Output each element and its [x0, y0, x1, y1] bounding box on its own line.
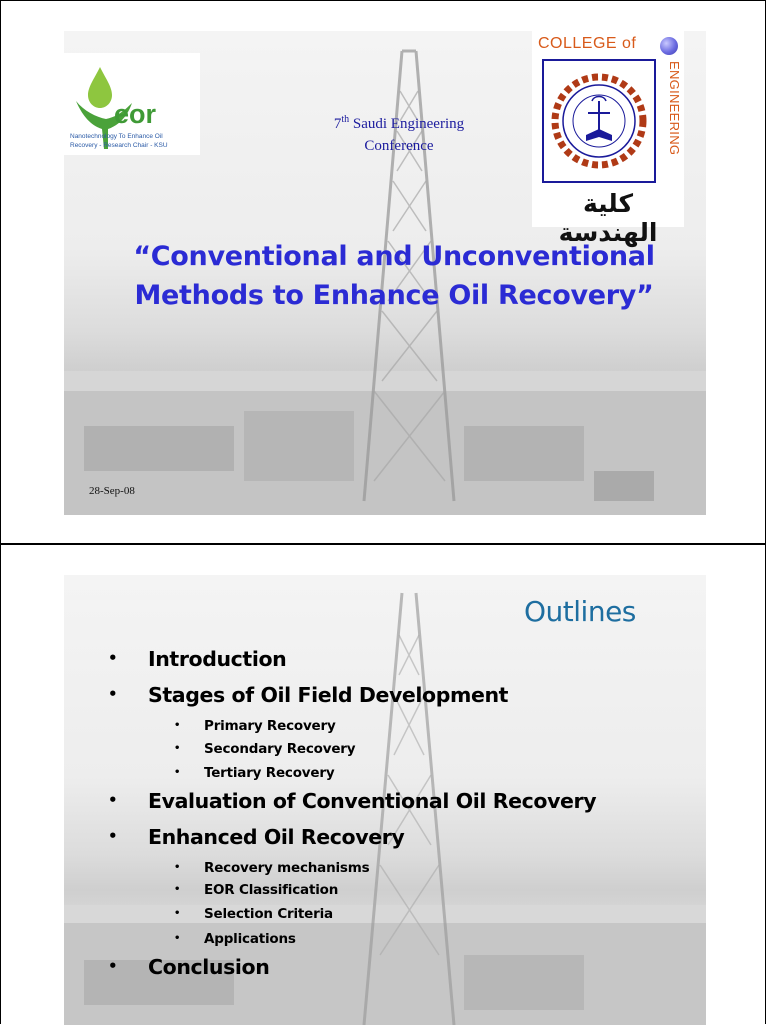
outline-subitem: [174, 860, 369, 876]
outlines-slide: [64, 575, 706, 1025]
outline-item-text: EOR Classification: [204, 882, 339, 898]
conference-line-1-text: Saudi Engineering: [349, 116, 465, 132]
slide-page-2: [0, 544, 766, 1024]
college-of-text: COLLEGE of: [538, 35, 637, 52]
outline-list: [64, 575, 706, 1025]
presentation-title: [94, 237, 694, 315]
college-of-engineering-logo: [532, 31, 684, 247]
outline-subitem: [174, 765, 334, 781]
outline-item-text: Stages of Oil Field Development: [148, 683, 509, 707]
outline-item-text: Introduction: [148, 647, 287, 671]
eor-tagline-line-2: Recovery - Research Chair - KSU: [70, 142, 168, 149]
outline-subitem: [174, 741, 355, 757]
outline-item: [108, 955, 269, 979]
blue-orb-icon: [660, 37, 678, 55]
conference-line-2: Conference: [364, 138, 434, 154]
outline-subitem: [174, 882, 338, 898]
gear-seal-icon: [544, 61, 654, 181]
bullet-icon: •: [174, 767, 181, 778]
outline-item-text: Recovery mechanisms: [204, 860, 370, 876]
bullet-icon: •: [174, 908, 181, 919]
bullet-icon: •: [174, 884, 181, 895]
university-seal: [542, 59, 656, 183]
outline-item: [108, 825, 404, 849]
conference-ordinal: 7: [333, 116, 342, 132]
bullet-icon: •: [108, 685, 118, 703]
outline-item-text: Primary Recovery: [204, 718, 336, 734]
bullet-icon: •: [108, 791, 118, 809]
conference-line-1: [264, 109, 534, 135]
outline-item-text: Tertiary Recovery: [204, 765, 335, 781]
bullet-icon: •: [108, 649, 118, 667]
outline-subitem: [174, 931, 296, 947]
outline-item-text: Conclusion: [148, 955, 270, 979]
outline-item: [108, 683, 508, 707]
outline-item-text: Applications: [204, 931, 296, 947]
outline-subitem: [174, 906, 333, 922]
eor-tagline-line-1: Nanotechnology To Enhance Oil: [70, 133, 163, 140]
outline-item-text: Evaluation of Conventional Oil Recovery: [148, 789, 597, 813]
outline-item-text: Enhanced Oil Recovery: [148, 825, 405, 849]
eor-logo: [64, 53, 200, 155]
bullet-icon: •: [108, 827, 118, 845]
bullet-icon: •: [174, 720, 181, 731]
title-line-2: Methods to Enhance Oil Recovery”: [134, 280, 654, 311]
conference-ordinal-suffix: th: [341, 114, 350, 125]
slide-date: 28-Sep-08: [89, 485, 135, 497]
engineering-vertical-text: ENGINEERING: [667, 61, 682, 156]
outline-item: [108, 789, 596, 813]
bullet-icon: •: [174, 743, 181, 754]
arabic-college-name: كلية الهندسة: [558, 189, 658, 247]
conference-name: [264, 109, 534, 157]
title-line-1: “Conventional and Unconventional: [133, 241, 655, 272]
title-slide: [64, 31, 706, 515]
bullet-icon: •: [174, 933, 181, 944]
bullet-icon: •: [174, 862, 181, 873]
outlines-heading: Outlines: [524, 595, 636, 628]
outline-item-text: Selection Criteria: [204, 906, 333, 922]
eor-logo-text: eor: [114, 99, 157, 129]
bullet-icon: •: [108, 957, 118, 975]
outline-item-text: Secondary Recovery: [204, 741, 356, 757]
outline-subitem: [174, 718, 336, 734]
outline-item: [108, 647, 286, 671]
